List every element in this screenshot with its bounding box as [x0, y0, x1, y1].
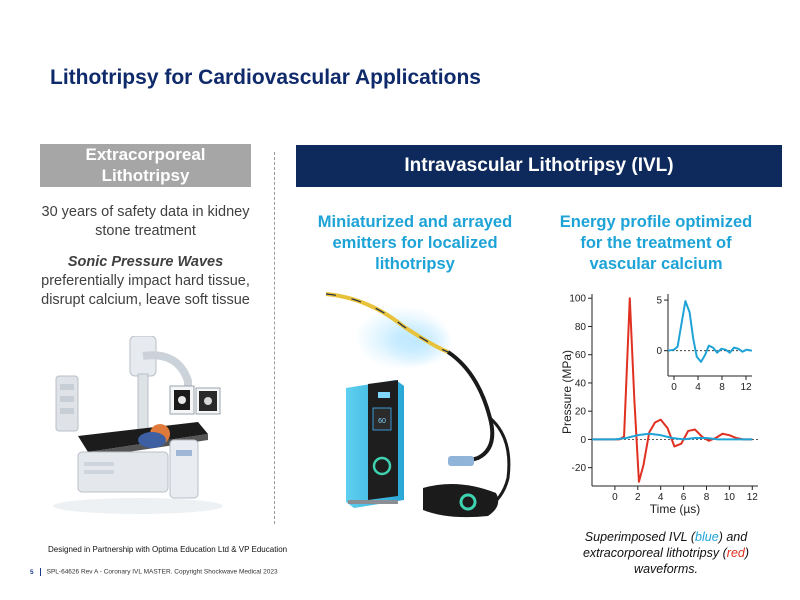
main-x-tick-label: 6	[680, 492, 687, 503]
main-y-tick-label: 100	[569, 293, 586, 305]
ivl-device-image	[318, 288, 533, 538]
main-x-tick-label: 8	[703, 492, 710, 503]
ivl-header: Intravascular Lithotripsy (IVL)	[296, 145, 782, 187]
main-y-tick-label: 0	[580, 434, 586, 446]
lithotripsy-machine-image	[48, 336, 228, 516]
main-x-tick-label: 2	[635, 492, 641, 503]
sonic-waves-text	[40, 253, 251, 328]
main-y-tick-label: 60	[574, 350, 586, 362]
main-y-tick-label: 40	[574, 378, 586, 390]
main-y-tick-label: 80	[574, 321, 586, 333]
caption-part2: ) and extracorporeal lithotripsy (	[582, 530, 748, 560]
column-divider	[274, 152, 275, 524]
safety-data-text: 30 years of safety data in kidney stone treatment	[41, 204, 250, 239]
caption-part1: Superimposed IVL (	[584, 530, 696, 544]
inset-chart-axes	[656, 292, 758, 393]
inset-x-tick-label: 0	[671, 382, 677, 393]
footer	[30, 568, 278, 576]
extracorporeal-header: Extracorporeal Lithotripsy	[40, 144, 251, 187]
inset-background	[668, 292, 758, 384]
footer-text: SPL-64626 Rev A - Coronary IVL MASTER. Copyright Shockwave Medical 2023	[46, 568, 278, 576]
page-number: 5	[30, 568, 34, 576]
main-y-tick-label: 20	[574, 406, 586, 418]
caption-blue-word: blue	[695, 530, 719, 544]
chart-caption	[566, 529, 766, 577]
emitters-subheading: Miniaturized and arrayed emitters for localized lithotripsy	[317, 213, 513, 273]
page-title: Lithotripsy for Cardiovascular Applications	[50, 66, 481, 89]
caption-part3: ) waveforms.	[634, 546, 750, 576]
main-x-tick-label: 0	[612, 492, 618, 503]
main-x-tick-label: 12	[746, 492, 758, 503]
partner-credit: Designed in Partnership with Optima Education Ltd & VP Education	[48, 545, 288, 554]
inset-y-tick-label: 0	[656, 346, 662, 358]
sonic-waves-description: preferentially impact hard tissue, disrupt calcium, leave soft tissue	[41, 273, 250, 308]
pressure-waveform-chart	[556, 286, 766, 522]
inset-y-tick-label: 5	[656, 295, 662, 307]
inset-x-tick-label: 12	[740, 382, 752, 393]
svg-text:60: 60	[378, 418, 386, 425]
y-axis-label: Pressure (MPa)	[560, 349, 574, 435]
inset-x-tick-label: 8	[719, 382, 725, 393]
inset-x-tick-label: 4	[695, 382, 701, 393]
caption-red-word: red	[726, 546, 745, 560]
main-x-tick-label: 10	[723, 492, 735, 503]
footer-separator	[40, 568, 41, 576]
sonic-waves-emphasis: Sonic Pressure Waves	[67, 254, 224, 270]
main-x-tick-label: 4	[657, 492, 664, 503]
main-y-tick-label: -20	[571, 463, 586, 475]
energy-subheading: Energy profile optimized for the treatment of vascular calcium	[559, 213, 753, 273]
x-axis-label: Time (µs)	[649, 502, 701, 516]
